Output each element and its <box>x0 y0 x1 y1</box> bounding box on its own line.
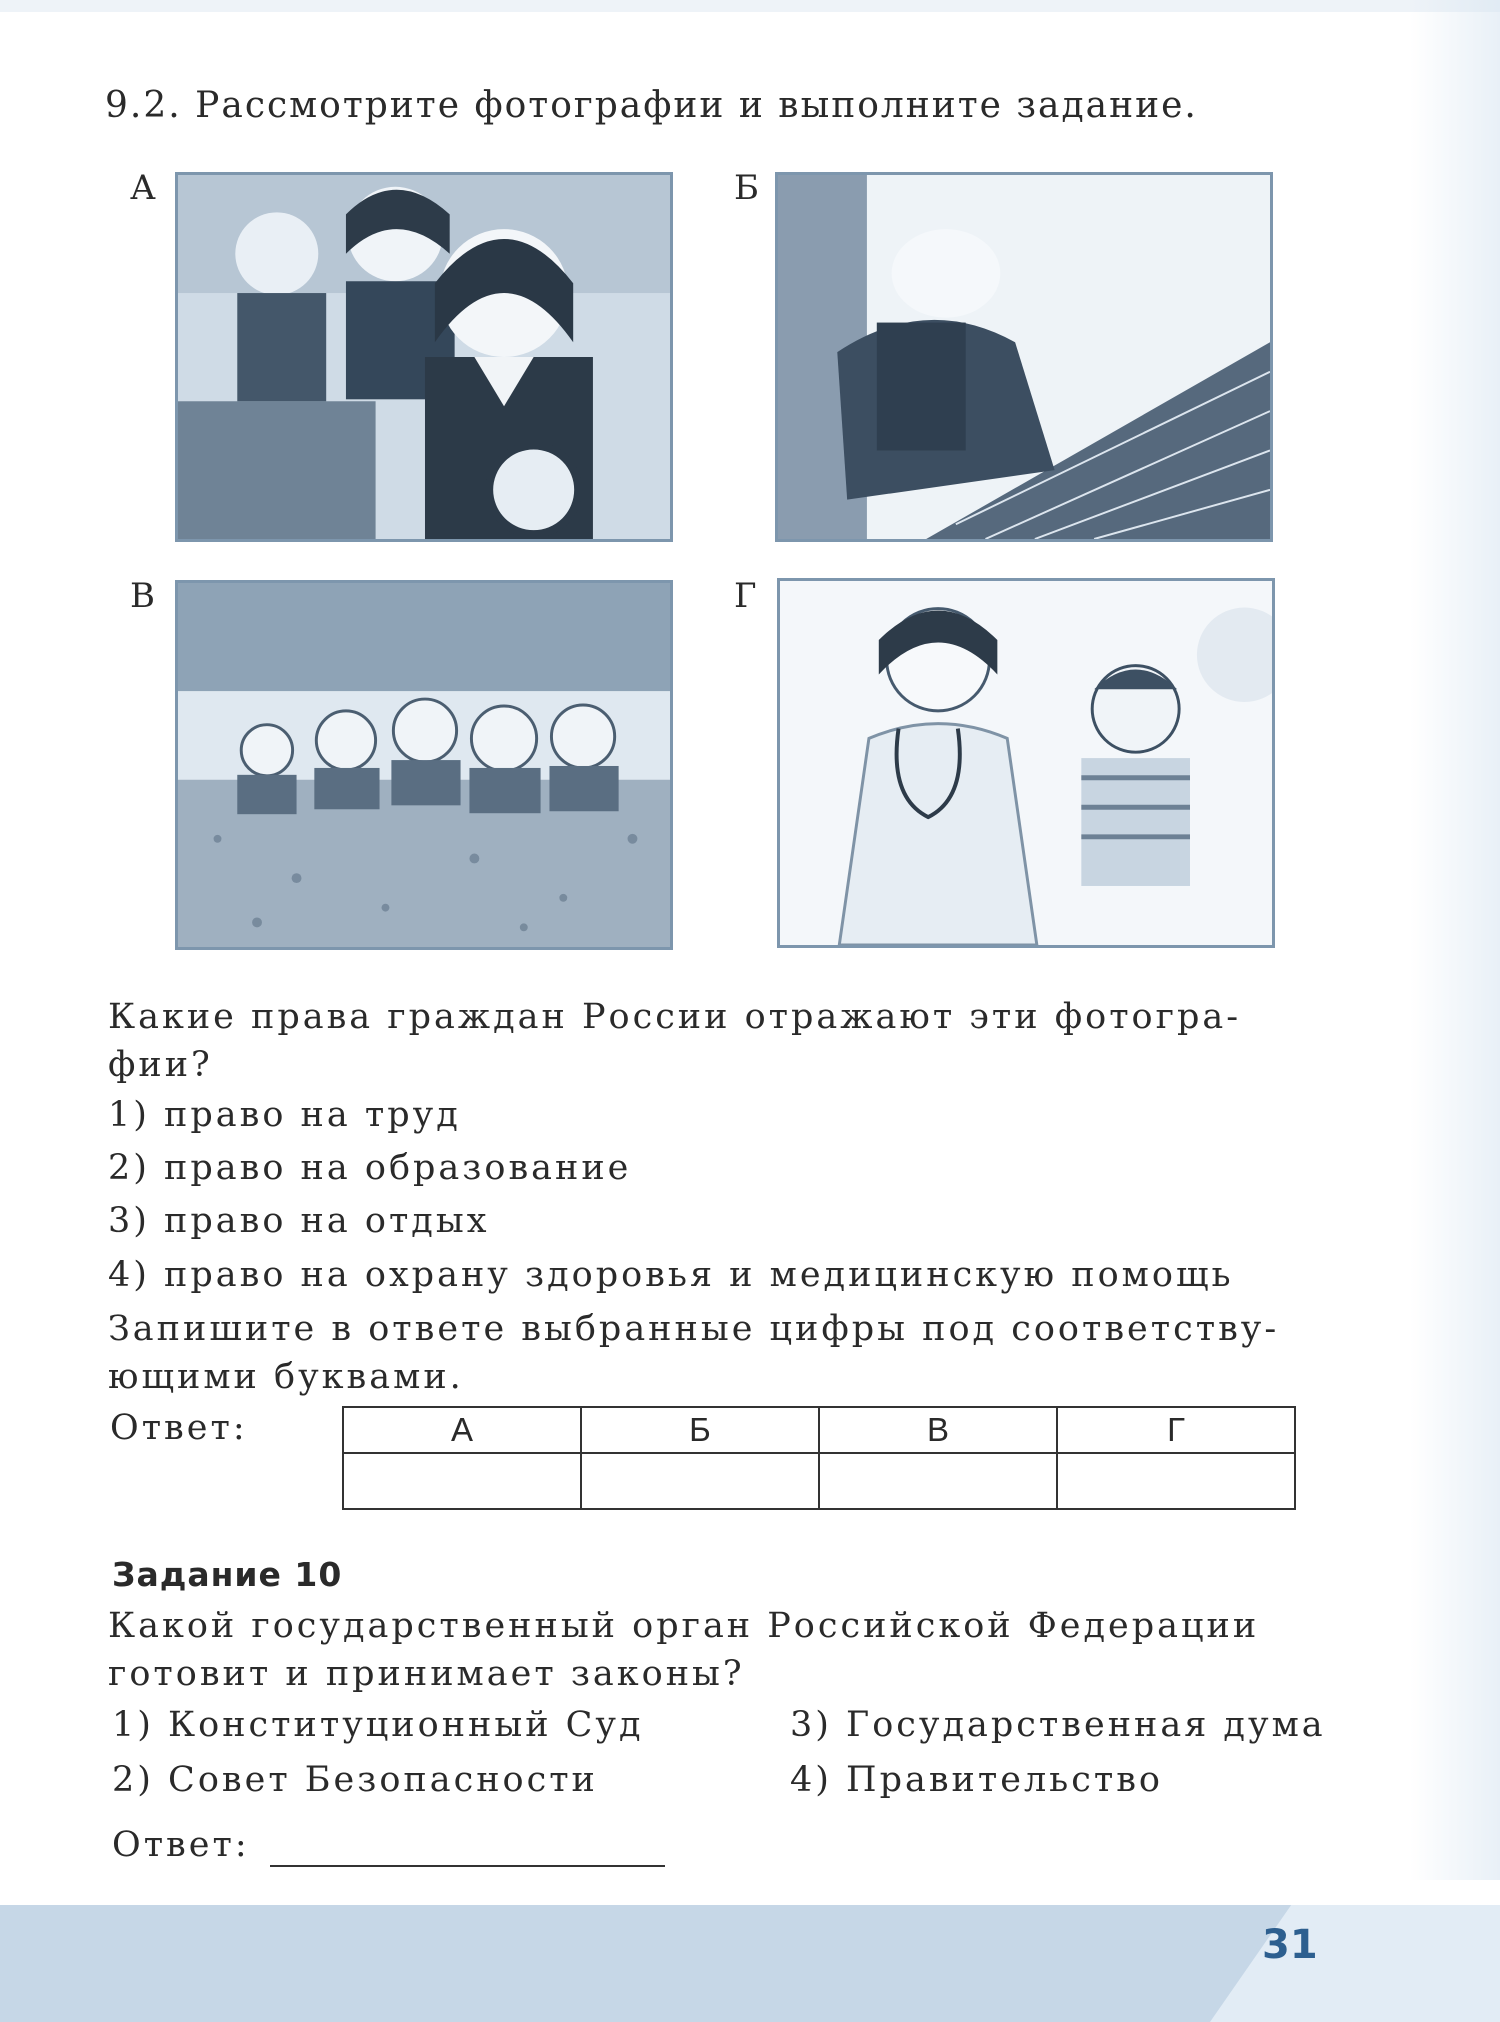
answer-header-b: Б <box>581 1407 819 1453</box>
top-decor-band <box>0 0 1500 12</box>
photo-d-doctor <box>777 578 1275 948</box>
task-10-option-1: 1) Конституционный Суд <box>112 1705 644 1745</box>
answer-header-v: В <box>819 1407 1057 1453</box>
photo-c-letter: В <box>130 576 155 616</box>
answer-cell-v[interactable] <box>819 1453 1057 1509</box>
task-9-2-option-1: 1) право на труд <box>108 1095 461 1135</box>
photo-b-letter: Б <box>734 168 759 208</box>
answer-table <box>342 1406 1296 1510</box>
answer-cell-a[interactable] <box>343 1453 581 1509</box>
task-9-2-option-2: 2) право на образование <box>108 1148 632 1188</box>
task-9-2-answer-label: Ответ: <box>110 1408 248 1448</box>
task-10-answer-label: Ответ: <box>112 1825 250 1865</box>
task-10-option-4: 4) Правительство <box>790 1760 1163 1800</box>
photo-a-letter: А <box>130 168 156 208</box>
photo-b-builder <box>775 172 1273 542</box>
photo-a-schoolchildren <box>175 172 673 542</box>
task-9-2-title: 9.2. Рассмотрите фотографии и выполните задание. <box>105 85 1198 126</box>
page-number: 31 <box>1262 1922 1318 1968</box>
answer-cell-g[interactable] <box>1057 1453 1295 1509</box>
page-edge-shade <box>1410 0 1500 1880</box>
task-10-question-line1: Какой государственный орган Российской Федерации <box>108 1606 1260 1646</box>
answer-header-g: Г <box>1057 1407 1295 1453</box>
task-10-question-line2: готовит и принимает законы? <box>108 1654 745 1694</box>
task-10-option-2: 2) Совет Безопасности <box>112 1760 598 1800</box>
task-9-2-instruction-line1: Запишите в ответе выбранные цифры под соответству- <box>108 1309 1280 1349</box>
answer-header-a: А <box>343 1407 581 1453</box>
photo-c-beach-children <box>175 580 673 950</box>
task-9-2-option-4: 4) право на охрану здоровья и медицинскую помощь <box>108 1255 1234 1295</box>
answer-cell-b[interactable] <box>581 1453 819 1509</box>
task-9-2-option-3: 3) право на отдых <box>108 1201 490 1241</box>
task-10-heading: Задание 10 <box>112 1555 343 1594</box>
task-10-option-3: 3) Государственная дума <box>790 1705 1326 1745</box>
task-10-answer-line[interactable] <box>270 1865 665 1867</box>
photo-d-letter: Г <box>734 576 757 616</box>
task-9-2-question-line1: Какие права граждан России отражают эти фотогра- <box>108 997 1242 1037</box>
task-9-2-instruction-line2: ющими буквами. <box>108 1357 464 1397</box>
task-9-2-question-line2: фии? <box>108 1045 213 1085</box>
